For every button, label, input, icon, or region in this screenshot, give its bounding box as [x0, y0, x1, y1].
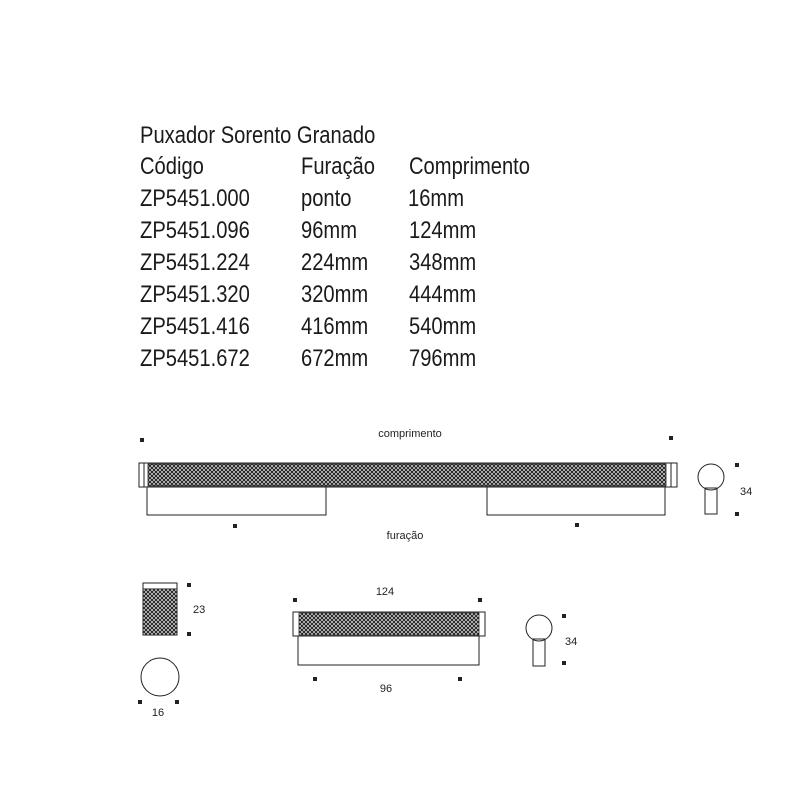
dimension-marker: [735, 512, 739, 516]
dimension-marker: [187, 632, 191, 636]
handle-foot: [487, 487, 665, 515]
dimension-marker: [575, 523, 579, 527]
knob-cap: [143, 583, 177, 589]
cell-comprimento: 124mm: [409, 217, 477, 244]
dimension-marker: [140, 438, 144, 442]
short-handle-side-view: [526, 614, 577, 666]
dimension-marker: [233, 524, 237, 528]
short-length-dim: 124: [375, 586, 395, 598]
cell-codigo: ZP5451.224: [140, 249, 250, 276]
dimension-marker: [293, 598, 297, 602]
header-codigo: Código: [140, 153, 204, 180]
side-height-dim: 34: [740, 486, 753, 498]
handle-foot: [147, 487, 326, 515]
knob-height-dim: 23: [193, 604, 206, 616]
dimension-marker: [562, 614, 566, 618]
side-profile-circle: [526, 615, 552, 641]
cell-furacao: 320mm: [301, 281, 369, 308]
short-handle-foot: [298, 636, 479, 665]
knob-top-view: [141, 658, 179, 696]
product-title: Puxador Sorento Granado: [140, 122, 376, 149]
knurled-grip: [148, 464, 666, 486]
cell-comprimento: 444mm: [409, 281, 477, 308]
dimension-marker: [669, 436, 673, 440]
short-handle-drawing: [293, 586, 485, 695]
cell-furacao: 96mm: [301, 217, 358, 244]
side-profile-post: [705, 488, 717, 514]
long-handle-drawing: [139, 428, 677, 542]
knob-drawing: [138, 583, 205, 719]
side-profile-post: [533, 639, 545, 666]
dimension-marker: [138, 700, 142, 704]
header-furacao: Furação: [301, 153, 375, 180]
dimension-marker: [187, 583, 191, 587]
short-hole-dim: 96: [379, 683, 393, 695]
cell-codigo: ZP5451.320: [140, 281, 250, 308]
dimension-marker: [478, 598, 482, 602]
cell-furacao: ponto: [301, 185, 352, 212]
short-knurled-grip: [299, 613, 479, 635]
header-comprimento: Comprimento: [409, 153, 530, 180]
dimension-marker: [175, 700, 179, 704]
cell-codigo: ZP5451.416: [140, 313, 250, 340]
dimension-marker: [562, 661, 566, 665]
cell-furacao: 416mm: [301, 313, 369, 340]
knob-diameter-dim: 16: [151, 707, 165, 719]
comprimento-label: comprimento: [378, 428, 442, 440]
cell-furacao: 672mm: [301, 345, 369, 372]
short-side-dim: 34: [565, 636, 578, 648]
dimension-marker: [458, 677, 462, 681]
cell-codigo: ZP5451.096: [140, 217, 250, 244]
cell-codigo: ZP5451.672: [140, 345, 250, 372]
cell-comprimento: 16mm: [408, 185, 465, 212]
cell-comprimento: 348mm: [409, 249, 477, 276]
cell-comprimento: 796mm: [409, 345, 477, 372]
side-profile-circle: [698, 464, 724, 490]
cell-codigo: ZP5451.000: [140, 185, 250, 212]
furacao-label: furação: [386, 530, 424, 542]
long-handle-side-view: [698, 463, 752, 516]
knob-knurled-body: [143, 589, 177, 635]
dimension-marker: [735, 463, 739, 467]
dimension-marker: [313, 677, 317, 681]
cell-comprimento: 540mm: [409, 313, 477, 340]
cell-furacao: 224mm: [301, 249, 369, 276]
